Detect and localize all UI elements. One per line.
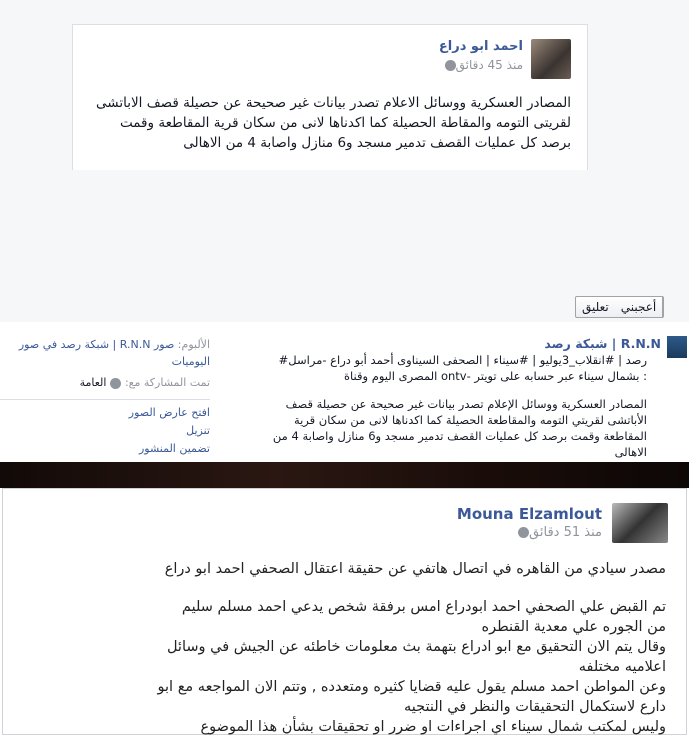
like-button[interactable]: أعجبني <box>615 297 663 317</box>
post-card-1 <box>72 24 588 170</box>
text-line: مصدر سيادي من القاهره في اتصال هاتفي عن حقيقة اعتقال الصحفي احمد ابو دراع <box>164 561 666 577</box>
post-caption <box>273 352 647 460</box>
author-avatar[interactable] <box>531 39 571 79</box>
author-avatar[interactable] <box>612 503 668 543</box>
text-line: المصادر العسكرية ووسائل الإعلام تصدر بيانات غير صحيحة عن حصيلة قصف <box>285 397 647 411</box>
album-label: الألبوم: <box>177 338 210 351</box>
text-line: الاهالى <box>614 445 647 459</box>
text-line: وقال يتم الان التحقيق مع ابو ادراع بتهمة بث معلومات خاطئه عن الجيش في وسائل <box>166 639 666 655</box>
globe-icon <box>445 60 456 71</box>
text-line: من الجوره علي معدية القنطره <box>481 619 666 635</box>
text-line: دارع لاستكمال التحقيقات والنظر في النتجيه <box>403 699 666 715</box>
text-line: المصادر العسكرية ووسائل الاعلام تصدر بيانات غير صحيحة عن حصيلة قصف الاباتشى <box>96 95 571 111</box>
divider <box>0 399 210 400</box>
embed-post-link[interactable]: تضمين المنشور <box>138 442 210 455</box>
open-photo-viewer-link[interactable]: افتح عارض الصور <box>128 406 210 419</box>
text-line: تم القبض علي الصحفي احمد ابودراع امس برفقة شخص يدعي احمد مسلم سليم <box>181 599 666 615</box>
photo-sidebar <box>0 336 210 458</box>
text-line <box>158 579 666 597</box>
text-line <box>273 384 647 396</box>
post-time[interactable] <box>514 525 602 540</box>
audience-value[interactable]: العامة <box>79 376 107 389</box>
text-line: رصد | #انقلاب_3يوليو | #سيناء | الصحفى السيناوى أحمد أبو دراع -مراسل# <box>278 353 647 367</box>
text-line: الأباتشى لقريتي التومه والمقاطعة الحصيلة كما اكدناها لانى من سكان قرية <box>293 413 647 427</box>
post-time-text: منذ 45 دقائق <box>455 58 523 72</box>
comment-button[interactable]: تعليق <box>582 300 609 314</box>
page-avatar[interactable] <box>667 336 687 358</box>
globe-icon <box>110 378 121 389</box>
post-time-text: منذ 51 دقائق <box>529 525 602 540</box>
post-card-3 <box>2 488 687 735</box>
author-name[interactable]: احمد ابو دراع <box>438 39 523 54</box>
text-line: المقاطعة وقمت برصد كل عمليات القصف تدمير مسجد و6 منازل واصابة 4 من <box>272 429 647 443</box>
post-text <box>96 93 571 153</box>
globe-icon <box>518 527 529 538</box>
post-time[interactable] <box>441 58 523 72</box>
text-line: برصد كل عمليات القصف تدمير مسجد و6 منازل واصابة 4 من الاهالى <box>183 135 571 151</box>
shared-label: تمت المشاركة مع: <box>124 376 210 389</box>
text-line: : بشمال سيناء عبر حسابه على تويتر -ontv المصرى اليوم وقناة <box>344 369 647 383</box>
photo-post-section <box>0 322 689 462</box>
page-name[interactable]: R.N.N | شبكة رصد <box>544 336 661 351</box>
text-line: لقريتى التومه والمقاطة الحصيلة كما اكدناها لانى من سكان قرية المقاطعة وقمت <box>120 115 571 131</box>
post-text <box>158 559 666 737</box>
author-name[interactable]: Mouna Elzamlout <box>456 505 602 523</box>
dark-photo-strip <box>0 462 689 488</box>
album-link[interactable]: صور R.N.N | شبكة رصد في صور <box>18 338 175 351</box>
text-line: اعلاميه مختلفه <box>578 659 666 675</box>
action-buttons <box>575 296 664 318</box>
album-link-2[interactable]: اليوميات <box>171 355 210 368</box>
text-line: وعن المواطن احمد مسلم يقول عليه قضايا كثيره ومتعدده , وتتم الان المواجعه مع ابو <box>157 679 666 695</box>
text-line: وليس لمكتب شمال سيناء اي اجراءات او ضرر او تحقيقات بشأن هذا الموضوع <box>200 719 666 735</box>
download-link[interactable]: تنزيل <box>186 424 210 437</box>
